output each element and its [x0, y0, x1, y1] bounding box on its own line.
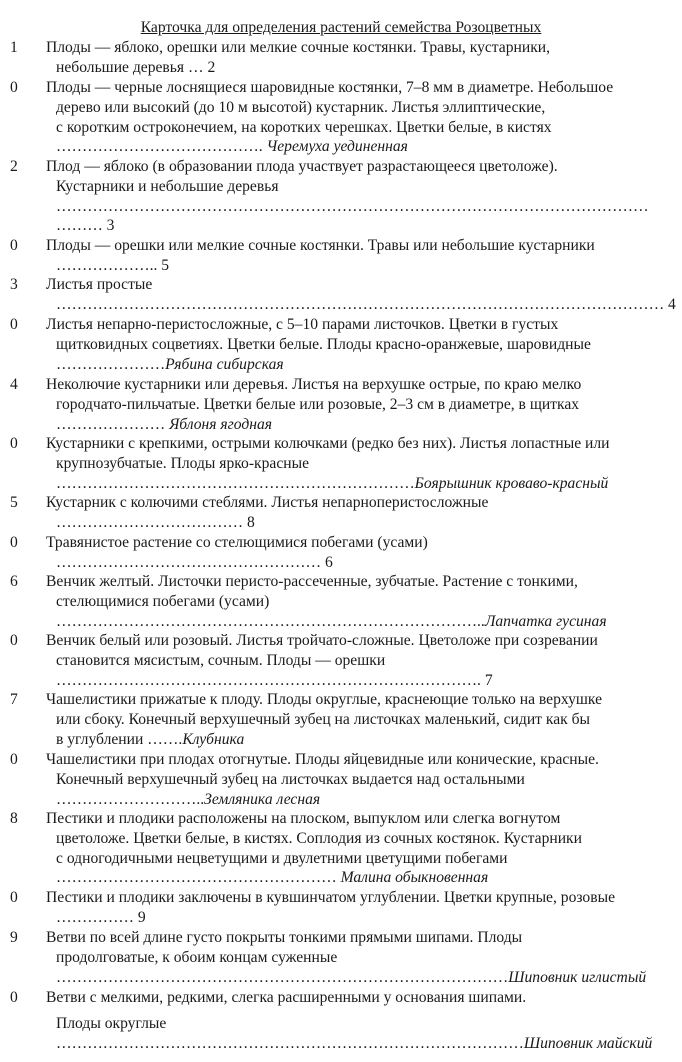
- entry-line: …………………Рябина сибирская: [56, 355, 284, 373]
- entry-line: стелющимися побегами (усами): [56, 592, 270, 610]
- entry-line: Чашелистики при плодах отогнутые. Плоды яйцевидные или конические, красные.: [46, 751, 599, 768]
- entry-line: Пестики и плодики заключены в кувшинчатом углублении. Цветки крупные, розовые: [46, 889, 615, 906]
- entry-number: 0: [10, 632, 18, 649]
- entry-text: [46, 38, 672, 78]
- entry-line: ………………………………………………………………………. 7: [56, 671, 493, 689]
- species-name: Малина обыкновенная: [340, 869, 489, 887]
- entry-text: [46, 888, 672, 928]
- entry-line: …………………………………………… 6: [56, 553, 333, 571]
- species-name: Лапчатка гусиная: [484, 612, 607, 630]
- entry-line: Венчик желтый. Листочки перисто-рассеченные, зубчатые. Растение с тонкими,: [46, 573, 578, 590]
- entry-line: Ветви по всей длине густо покрыты тонкими прямыми шипами. Плоды: [46, 929, 523, 946]
- entry-line: Конечный верхушечный зубец на листочках выдается над остальными: [56, 770, 525, 788]
- entry-number: 9: [10, 929, 18, 946]
- entry-text: [46, 809, 672, 888]
- entry-line: ……………………………………………… Малина обыкновенная: [56, 869, 489, 887]
- entry-line: ………………………………………………………………………………Шиповник майский: [56, 1034, 653, 1052]
- entry-line: щитковидных соцветиях. Цветки белые. Плоды красно-оранжевые, шаровидные: [56, 335, 591, 353]
- entry-text: [46, 434, 672, 493]
- entry-line: Плоды округлые: [56, 1014, 167, 1032]
- entry-text: [46, 533, 672, 573]
- entry-line: ……………….. 5: [56, 256, 170, 274]
- entry-line: …………………………………. Черемуха уединенная: [56, 138, 408, 156]
- entry-number: 3: [10, 276, 18, 293]
- entry-line: дерево или высокий (до 10 м высотой) кустарник. Листья эллиптические,: [56, 98, 546, 116]
- entry-line: Листья непарно-перистосложные, с 5–10 парами листочков. Цветки в густых: [46, 316, 559, 333]
- entry-line: становится мясистым, сочным. Плоды — орешки: [56, 651, 386, 669]
- entry-text: [46, 928, 672, 987]
- entry-line: в углублении …….Клубника: [56, 730, 245, 748]
- entry-line: продолговатые, к обоим концам суженные: [56, 948, 338, 966]
- entry-text: [46, 315, 672, 374]
- entry-line: Листья простые: [46, 276, 153, 293]
- entry-line: Травянистое растение со стелющимися побегами (усами): [46, 534, 428, 551]
- entry-line: Плоды — орешки или мелкие сочные костянки. Травы или небольшие кустарники: [46, 237, 595, 254]
- entry-line: …………… 9: [56, 908, 146, 926]
- entry-text: [46, 275, 676, 315]
- entry-line: Ветви с мелкими, редкими, слегка расширенными у основания шипами.: [46, 989, 527, 1006]
- entry-line: крупнозубчатые. Плоды ярко-красные: [56, 454, 309, 472]
- entry-number: 6: [10, 573, 18, 590]
- entry-line: небольшие деревья … 2: [56, 58, 216, 76]
- entry-number: 0: [10, 534, 18, 551]
- entry-line: ………………… Яблоня ягодная: [56, 415, 273, 433]
- entry-line: ……………………………… 8: [56, 513, 255, 531]
- entry-number: 8: [10, 810, 18, 827]
- entry-line: Плоды — яблоко, орешки или мелкие сочные костянки. Травы, кустарники,: [46, 39, 551, 56]
- entry-line: ……… 3: [56, 217, 115, 235]
- entry-line: Кустарники и небольшие деревья: [56, 177, 279, 195]
- species-name: Клубника: [182, 730, 245, 748]
- entry-line: Плод — яблоко (в образовании плода участвует разрастающееся цветоложе).: [46, 158, 558, 175]
- entry-number: 2: [10, 158, 18, 175]
- entry-text: [46, 690, 672, 749]
- species-name: Яблоня ягодная: [169, 415, 273, 433]
- entry-number: 0: [10, 989, 18, 1006]
- entry-text: [46, 375, 672, 434]
- entry-line: Венчик белый или розовый. Листья тройчато-сложные. Цветоложе при созревании: [46, 632, 598, 649]
- entry-number: 0: [10, 435, 18, 452]
- entry-line: Плоды — черные лоснящиеся шаровидные костянки, 7–8 мм в диаметре. Небольшое: [46, 79, 614, 96]
- entry-text: [46, 157, 672, 236]
- entry-line: ……………………………………………………………Боярышник кроваво-красный: [56, 474, 609, 492]
- entry-number: 0: [10, 751, 18, 768]
- species-name: Боярышник кроваво-красный: [414, 474, 609, 492]
- entry-number: 0: [10, 889, 18, 906]
- entry-line: Кустарники с крепкими, острыми колючками (редко без них). Листья лопастные или: [46, 435, 610, 452]
- entry-line: или сбоку. Конечный верхушечный зубец на листочках маленький, сидит как бы: [56, 710, 591, 728]
- entry-line: ……………………………………………………………………………………………………: [56, 197, 649, 215]
- entry-line: ……………………………………………………………………………Шиповник иглистый: [56, 968, 647, 986]
- entry-text: [46, 988, 672, 1053]
- entry-text: [46, 78, 672, 157]
- entry-number: 0: [10, 237, 18, 254]
- entry-number: 0: [10, 316, 18, 333]
- entry-text: [46, 631, 672, 690]
- species-name: Земляника лесная: [204, 790, 321, 808]
- entry-text: [46, 750, 672, 809]
- species-name: Черемуха уединенная: [266, 138, 408, 156]
- species-name: Шиповник майский: [523, 1034, 653, 1052]
- species-name: Рябина сибирская: [165, 355, 284, 373]
- entry-number: 7: [10, 691, 18, 708]
- entry-line: Неколючие кустарники или деревья. Листья на верхушке острые, по краю мелко: [46, 376, 582, 393]
- entry-line: Чашелистики прижатые к плоду. Плоды округлые, краснеющие только на верхушке: [46, 691, 603, 708]
- entry-number: 5: [10, 494, 18, 511]
- card-title: Карточка для определения растений семейства Розоцветных: [140, 19, 542, 36]
- entry-text: [46, 572, 672, 631]
- entry-line: ………………………………………………………………………..Лапчатка гусиная: [56, 612, 607, 630]
- entry-line: городчато-пильчатые. Цветки белые или розовые, 2–3 см в диаметре, в щитках: [56, 395, 580, 413]
- entry-line: Кустарник с колючими стеблями. Листья непарноперистосложные: [46, 494, 489, 511]
- entry-line: с одногодичными нецветущими и двулетними цветущими побегами: [56, 849, 508, 867]
- entry-line: ………………………..Земляника лесная: [56, 790, 321, 808]
- entry-line: Пестики и плодики расположены на плоском, выпуклом или слегка вогнутом: [46, 810, 561, 827]
- species-name: Шиповник иглистый: [508, 968, 647, 986]
- entry-text: [46, 493, 672, 533]
- entry-line: с коротким остроконечием, на коротких черешках. Цветки белые, в кистях: [56, 118, 552, 136]
- entry-text: [46, 236, 672, 276]
- entry-number: 0: [10, 79, 18, 96]
- entry-number: 1: [10, 39, 18, 56]
- entry-line: цветоложе. Цветки белые, в кистях. Соплодия из сочных костянок. Кустарники: [56, 829, 582, 847]
- entry-line: ……………………………………………………………………………………………………… 4: [56, 295, 676, 313]
- entry-number: 4: [10, 376, 18, 393]
